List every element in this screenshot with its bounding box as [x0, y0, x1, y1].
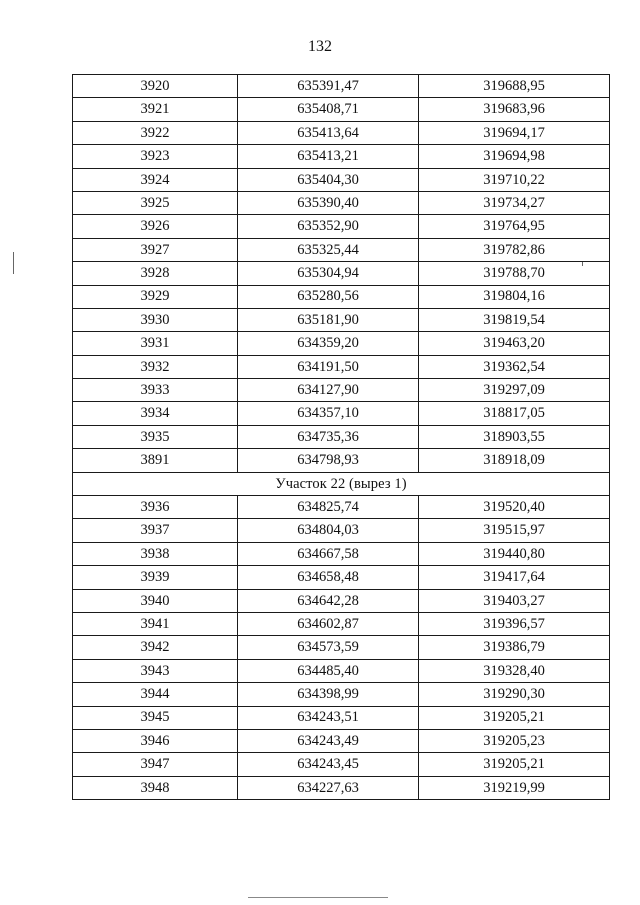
x-coordinate-cell: 635391,47: [238, 75, 419, 98]
x-coordinate-cell: 634359,20: [238, 332, 419, 355]
table-row: [73, 542, 610, 565]
table-row: [73, 612, 610, 635]
point-number-cell: 3945: [73, 706, 238, 729]
table-row: [73, 519, 610, 542]
scan-mark-left: [13, 252, 14, 274]
table-row: [73, 332, 610, 355]
table-row: [73, 659, 610, 682]
y-coordinate-cell: 319362,54: [419, 355, 610, 378]
table-row: [73, 589, 610, 612]
y-coordinate-cell: 319463,20: [419, 332, 610, 355]
table-row: [73, 98, 610, 121]
y-coordinate-cell: 318817,05: [419, 402, 610, 425]
y-coordinate-cell: 319764,95: [419, 215, 610, 238]
section-title: Участок 22 (вырез 1): [73, 472, 610, 495]
page-number: 132: [308, 38, 332, 55]
y-coordinate-cell: 319440,80: [419, 542, 610, 565]
x-coordinate-cell: 634191,50: [238, 355, 419, 378]
x-coordinate-cell: 634227,63: [238, 776, 419, 799]
y-coordinate-cell: 319688,95: [419, 75, 610, 98]
table-row: [73, 449, 610, 472]
point-number-cell: 3920: [73, 75, 238, 98]
coordinates-table: [72, 74, 610, 800]
table-row: [73, 566, 610, 589]
table-row: [73, 121, 610, 144]
y-coordinate-cell: 319403,27: [419, 589, 610, 612]
y-coordinate-cell: 319819,54: [419, 308, 610, 331]
point-number-cell: 3925: [73, 191, 238, 214]
y-coordinate-cell: 319683,96: [419, 98, 610, 121]
point-number-cell: 3930: [73, 308, 238, 331]
table-row: [73, 636, 610, 659]
table-row: [73, 285, 610, 308]
y-coordinate-cell: 319290,30: [419, 683, 610, 706]
coordinates-table-body: [73, 75, 610, 800]
table-row: [73, 729, 610, 752]
point-number-cell: 3933: [73, 379, 238, 402]
x-coordinate-cell: 635408,71: [238, 98, 419, 121]
x-coordinate-cell: 634127,90: [238, 379, 419, 402]
x-coordinate-cell: 635280,56: [238, 285, 419, 308]
x-coordinate-cell: 635181,90: [238, 308, 419, 331]
table-row: [73, 683, 610, 706]
y-coordinate-cell: 319205,23: [419, 729, 610, 752]
table-row: [73, 262, 610, 285]
x-coordinate-cell: 634658,48: [238, 566, 419, 589]
y-coordinate-cell: 319804,16: [419, 285, 610, 308]
point-number-cell: 3934: [73, 402, 238, 425]
y-coordinate-cell: 319328,40: [419, 659, 610, 682]
point-number-cell: 3939: [73, 566, 238, 589]
table-row: [73, 191, 610, 214]
point-number-cell: 3932: [73, 355, 238, 378]
x-coordinate-cell: 635390,40: [238, 191, 419, 214]
point-number-cell: 3926: [73, 215, 238, 238]
scan-mark-right: [582, 262, 583, 266]
table-row: [73, 379, 610, 402]
x-coordinate-cell: 634798,93: [238, 449, 419, 472]
point-number-cell: 3928: [73, 262, 238, 285]
y-coordinate-cell: 319520,40: [419, 496, 610, 519]
x-coordinate-cell: 634357,10: [238, 402, 419, 425]
y-coordinate-cell: 318918,09: [419, 449, 610, 472]
y-coordinate-cell: 319694,17: [419, 121, 610, 144]
table-row: [73, 238, 610, 261]
y-coordinate-cell: 319297,09: [419, 379, 610, 402]
point-number-cell: 3937: [73, 519, 238, 542]
table-row: [73, 308, 610, 331]
point-number-cell: 3942: [73, 636, 238, 659]
point-number-cell: 3943: [73, 659, 238, 682]
x-coordinate-cell: 635404,30: [238, 168, 419, 191]
x-coordinate-cell: 634642,28: [238, 589, 419, 612]
x-coordinate-cell: 634243,49: [238, 729, 419, 752]
section-header-row: [73, 472, 610, 495]
table-row: [73, 75, 610, 98]
table-row: [73, 425, 610, 448]
point-number-cell: 3929: [73, 285, 238, 308]
point-number-cell: 3936: [73, 496, 238, 519]
table-row: [73, 168, 610, 191]
point-number-cell: 3946: [73, 729, 238, 752]
y-coordinate-cell: 319386,79: [419, 636, 610, 659]
point-number-cell: 3923: [73, 145, 238, 168]
y-coordinate-cell: 319515,97: [419, 519, 610, 542]
x-coordinate-cell: 635304,94: [238, 262, 419, 285]
table-row: [73, 145, 610, 168]
x-coordinate-cell: 635352,90: [238, 215, 419, 238]
x-coordinate-cell: 634804,03: [238, 519, 419, 542]
point-number-cell: 3941: [73, 612, 238, 635]
point-number-cell: 3938: [73, 542, 238, 565]
point-number-cell: 3891: [73, 449, 238, 472]
y-coordinate-cell: 319788,70: [419, 262, 610, 285]
point-number-cell: 3931: [73, 332, 238, 355]
point-number-cell: 3935: [73, 425, 238, 448]
point-number-cell: 3922: [73, 121, 238, 144]
table-row: [73, 355, 610, 378]
x-coordinate-cell: 634398,99: [238, 683, 419, 706]
x-coordinate-cell: 634243,51: [238, 706, 419, 729]
table-row: [73, 402, 610, 425]
point-number-cell: 3927: [73, 238, 238, 261]
table-row: [73, 776, 610, 799]
point-number-cell: 3924: [73, 168, 238, 191]
y-coordinate-cell: 319205,21: [419, 706, 610, 729]
y-coordinate-cell: 318903,55: [419, 425, 610, 448]
point-number-cell: 3948: [73, 776, 238, 799]
y-coordinate-cell: 319734,27: [419, 191, 610, 214]
y-coordinate-cell: 319219,99: [419, 776, 610, 799]
table-row: [73, 496, 610, 519]
x-coordinate-cell: 634602,87: [238, 612, 419, 635]
x-coordinate-cell: 634485,40: [238, 659, 419, 682]
point-number-cell: 3944: [73, 683, 238, 706]
x-coordinate-cell: 635325,44: [238, 238, 419, 261]
y-coordinate-cell: 319710,22: [419, 168, 610, 191]
x-coordinate-cell: 634573,59: [238, 636, 419, 659]
table-row: [73, 753, 610, 776]
y-coordinate-cell: 319205,21: [419, 753, 610, 776]
y-coordinate-cell: 319396,57: [419, 612, 610, 635]
point-number-cell: 3921: [73, 98, 238, 121]
table-row: [73, 706, 610, 729]
x-coordinate-cell: 635413,21: [238, 145, 419, 168]
scan-line-bottom: [248, 897, 388, 898]
point-number-cell: 3947: [73, 753, 238, 776]
y-coordinate-cell: 319417,64: [419, 566, 610, 589]
x-coordinate-cell: 634667,58: [238, 542, 419, 565]
table-row: [73, 215, 610, 238]
y-coordinate-cell: 319782,86: [419, 238, 610, 261]
x-coordinate-cell: 634825,74: [238, 496, 419, 519]
y-coordinate-cell: 319694,98: [419, 145, 610, 168]
x-coordinate-cell: 635413,64: [238, 121, 419, 144]
x-coordinate-cell: 634735,36: [238, 425, 419, 448]
x-coordinate-cell: 634243,45: [238, 753, 419, 776]
point-number-cell: 3940: [73, 589, 238, 612]
